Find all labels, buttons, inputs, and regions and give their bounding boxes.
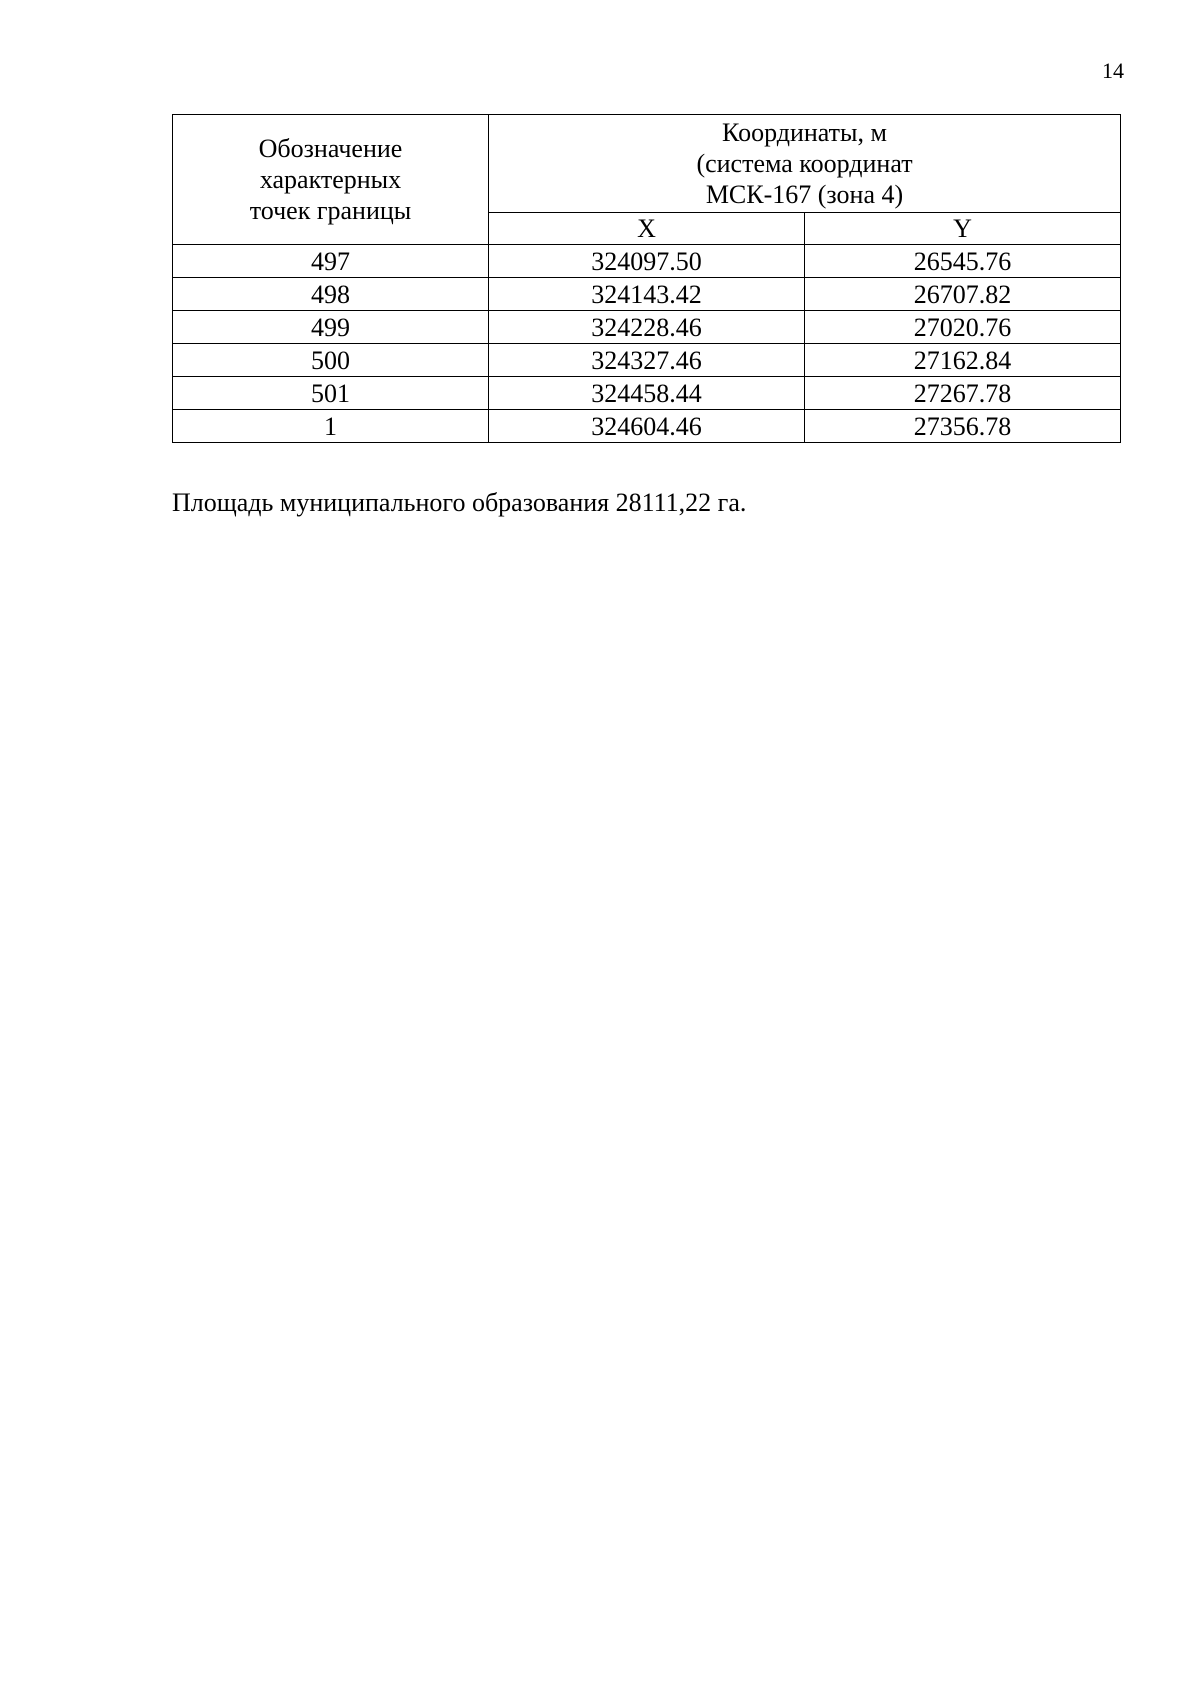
table-row [173, 311, 1121, 344]
y-cell: 26707.82 [805, 278, 1121, 311]
y-cell: 27162.84 [805, 344, 1121, 377]
x-cell: 324327.46 [489, 344, 805, 377]
point-cell: 1 [173, 410, 489, 443]
x-cell: 324143.42 [489, 278, 805, 311]
x-cell: 324458.44 [489, 377, 805, 410]
table-row [173, 278, 1121, 311]
coordinates-group-header: Координаты, м (система координат МСК-167 (зона 4) [489, 115, 1121, 213]
table-row [173, 245, 1121, 278]
x-cell: 324097.50 [489, 245, 805, 278]
table-row [173, 377, 1121, 410]
y-cell: 27267.78 [805, 377, 1121, 410]
points-column-header: Обозначение характерных точек границы [173, 115, 489, 245]
x-cell: 324228.46 [489, 311, 805, 344]
point-cell: 497 [173, 245, 489, 278]
y-cell: 27356.78 [805, 410, 1121, 443]
page-number: 14 [1102, 58, 1124, 83]
coordinates-table [172, 114, 1121, 443]
table-row [173, 344, 1121, 377]
x-cell: 324604.46 [489, 410, 805, 443]
y-cell: 26545.76 [805, 245, 1121, 278]
point-cell: 499 [173, 311, 489, 344]
x-column-header: X [489, 213, 805, 245]
point-cell: 501 [173, 377, 489, 410]
area-statement: Площадь муниципального образования 28111,22 га. [172, 488, 747, 517]
y-cell: 27020.76 [805, 311, 1121, 344]
point-cell: 498 [173, 278, 489, 311]
point-cell: 500 [173, 344, 489, 377]
table-row [173, 410, 1121, 443]
y-column-header: Y [805, 213, 1121, 245]
